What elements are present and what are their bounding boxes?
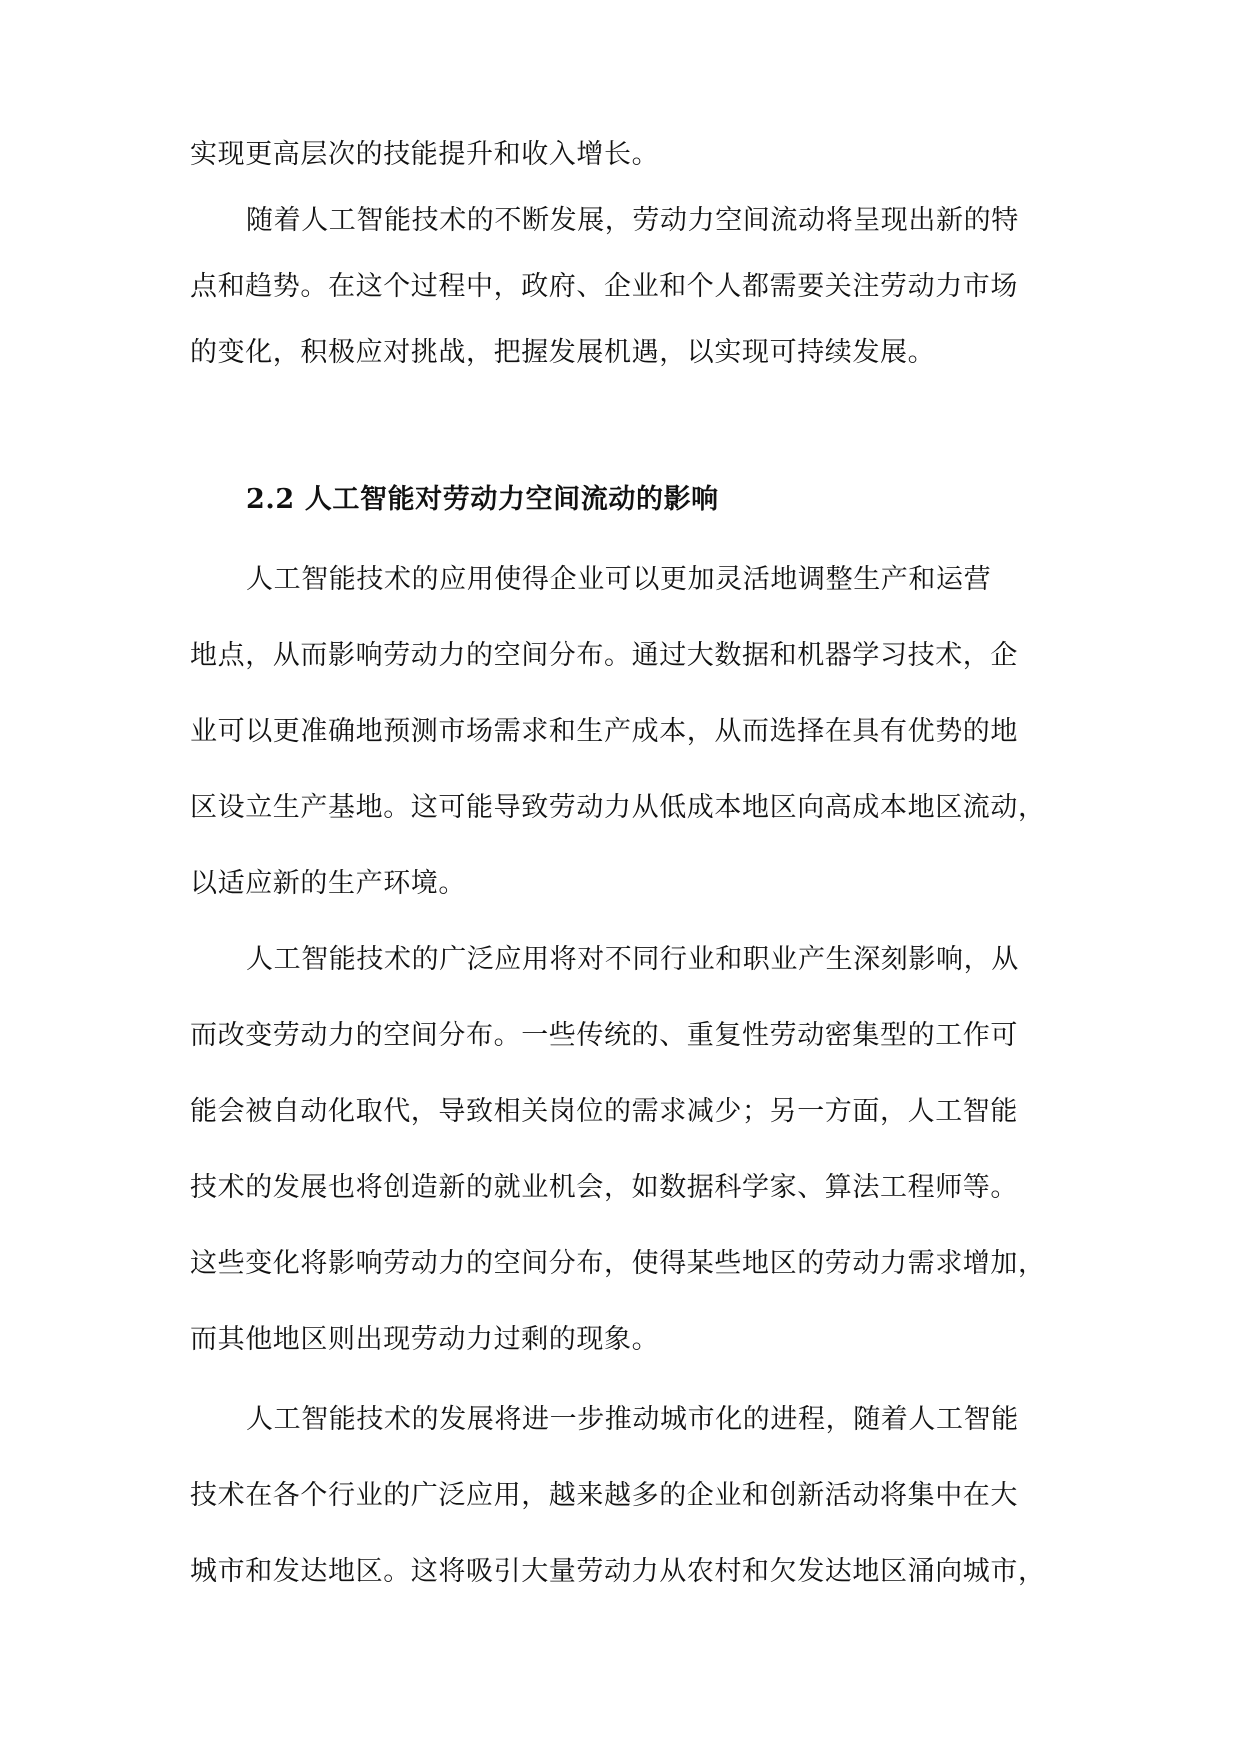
paragraph-4-line-3: 能会被自动化取代，导致相关岗位的需求减少；另一方面，人工智能	[190, 1096, 1018, 1127]
paragraph-3-line-3: 业可以更准确地预测市场需求和生产成本，从而选择在具有优势的地	[190, 716, 1018, 747]
paragraph-2-line-2: 点和趋势。在这个过程中，政府、企业和个人都需要关注劳动力市场	[190, 271, 1018, 302]
section-heading: 2.2 人工智能对劳动力空间流动的影响	[246, 484, 719, 515]
paragraph-2-line-3: 的变化，积极应对挑战，把握发展机遇，以实现可持续发展。	[190, 337, 936, 368]
paragraph-3-line-1: 人工智能技术的应用使得企业可以更加灵活地调整生产和运营	[246, 564, 992, 595]
paragraph-5-line-1: 人工智能技术的发展将进一步推动城市化的进程，随着人工智能	[246, 1404, 1019, 1435]
paragraph-4-line-6: 而其他地区则出现劳动力过剩的现象。	[190, 1324, 660, 1355]
paragraph-2-line-1: 随着人工智能技术的不断发展，劳动力空间流动将呈现出新的特	[246, 205, 1019, 236]
paragraph-5-line-3: 城市和发达地区。这将吸引大量劳动力从农村和欠发达地区涌向城市，	[190, 1556, 1046, 1587]
paragraph-4-line-5: 这些变化将影响劳动力的空间分布，使得某些地区的劳动力需求增加，	[190, 1248, 1046, 1279]
paragraph-5-line-2: 技术在各个行业的广泛应用，越来越多的企业和创新活动将集中在大	[190, 1480, 1018, 1511]
paragraph-3-line-4: 区设立生产基地。这可能导致劳动力从低成本地区向高成本地区流动，	[190, 792, 1046, 823]
paragraph-3-line-2: 地点，从而影响劳动力的空间分布。通过大数据和机器学习技术，企	[190, 640, 1018, 671]
paragraph-3-line-5: 以适应新的生产环境。	[190, 868, 466, 899]
paragraph-4-line-2: 而改变劳动力的空间分布。一些传统的、重复性劳动密集型的工作可	[190, 1020, 1018, 1051]
paragraph-1-line-1: 实现更高层次的技能提升和收入增长。	[190, 139, 660, 170]
paragraph-4-line-4: 技术的发展也将创造新的就业机会，如数据科学家、算法工程师等。	[190, 1172, 1018, 1203]
paragraph-4-line-1: 人工智能技术的广泛应用将对不同行业和职业产生深刻影响，从	[246, 944, 1019, 975]
